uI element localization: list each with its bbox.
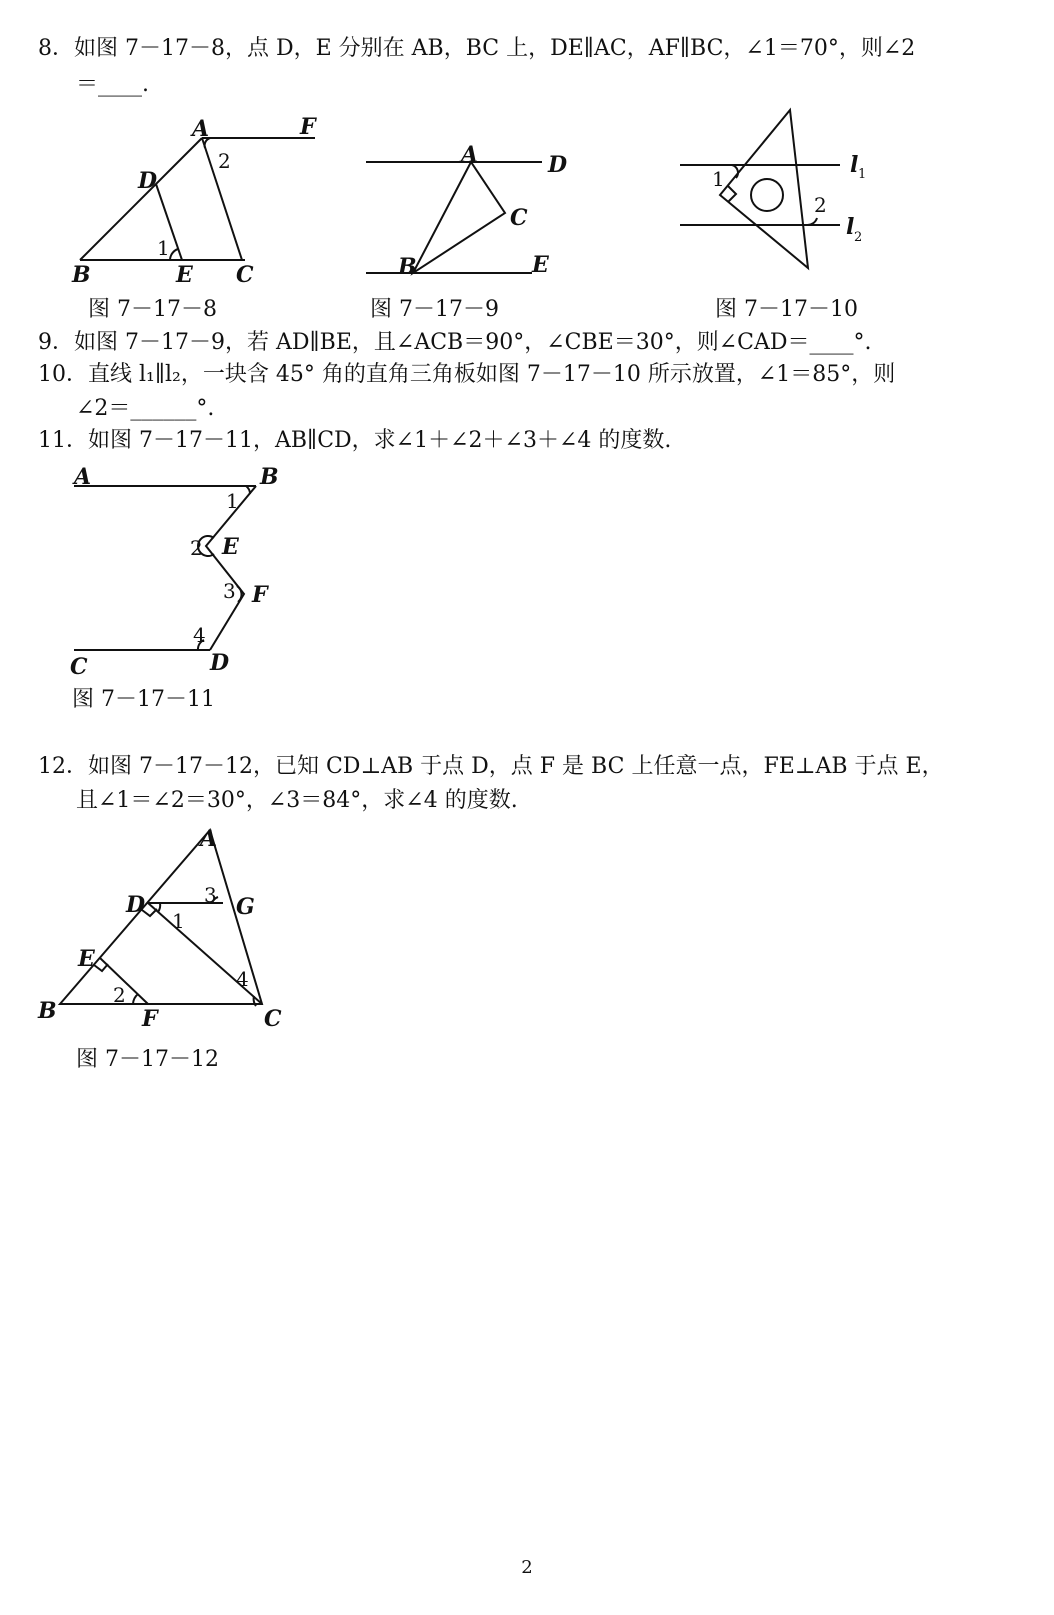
figure-7-17-8: [60, 110, 340, 290]
label-A: A: [461, 142, 479, 168]
caption-7-17-10: 图 7－17－10: [715, 297, 858, 322]
page-number: 2: [521, 1557, 533, 1578]
label-C: C: [510, 205, 528, 231]
caption-7-17-12: 图 7－17－12: [76, 1047, 219, 1072]
set-square-hole: [751, 179, 783, 211]
figure-7-17-12: [30, 820, 310, 1040]
label-angle-2: 2: [190, 536, 203, 560]
label-angle-4: 4: [236, 967, 249, 991]
label-angle-1: 1: [226, 489, 239, 513]
figure-7-17-11: [60, 460, 300, 680]
q10-line1: 10．直线 l₁∥l₂，一块含 45° 角的直角三角板如图 7－17－10 所示放置，∠1＝85°，则: [38, 362, 896, 387]
label-l2-sub: 2: [854, 230, 863, 245]
caption-7-17-9: 图 7－17－9: [370, 297, 499, 322]
label-C: C: [264, 1006, 282, 1032]
angle-1-arc: [158, 903, 160, 912]
q10-line2: ∠2＝______°.: [76, 396, 215, 421]
label-B: B: [72, 262, 91, 288]
angle-1-arc: [246, 486, 250, 494]
q8-line1: 8．如图 7－17－8，点 D，E 分别在 AB，BC 上，DE∥AC，AF∥BC，∠1＝70°，则∠2: [38, 36, 916, 61]
label-B: B: [38, 998, 57, 1024]
label-l1: l: [850, 152, 859, 178]
label-G: G: [236, 894, 255, 920]
label-D: D: [548, 152, 568, 178]
caption-7-17-8: 图 7－17－8: [88, 297, 217, 322]
label-F: F: [142, 1006, 158, 1032]
label-E: E: [532, 252, 549, 278]
q11-line1: 11．如图 7－17－11，AB∥CD，求∠1＋∠2＋∠3＋∠4 的度数.: [38, 428, 672, 453]
label-D: D: [126, 892, 146, 918]
label-angle-3: 3: [204, 883, 217, 907]
set-square: [720, 110, 808, 268]
label-C: C: [70, 654, 88, 680]
label-angle-4: 4: [193, 623, 206, 647]
label-E: E: [222, 534, 239, 560]
label-F: F: [252, 582, 268, 608]
label-E: E: [78, 946, 95, 972]
right-angle-mark: [728, 186, 736, 202]
label-E: E: [176, 262, 193, 288]
label-angle-2: 2: [218, 149, 231, 173]
q8-line2: ＝____.: [76, 72, 149, 97]
caption-7-17-11: 图 7－17－11: [72, 687, 215, 712]
figure-7-17-10: [670, 100, 910, 280]
angle-1-arc: [170, 249, 178, 260]
triangle-ABC: [413, 162, 505, 273]
segment-BA: [80, 138, 202, 260]
label-A: A: [192, 116, 210, 142]
label-angle-3: 3: [223, 579, 236, 603]
label-B: B: [260, 464, 279, 490]
figure-7-17-9: [360, 130, 580, 290]
label-C: C: [236, 262, 254, 288]
label-l1-sub: 1: [858, 167, 867, 182]
label-A: A: [200, 826, 218, 852]
label-angle-1: 1: [712, 167, 725, 191]
label-angle-1: 1: [172, 909, 185, 933]
angle-3-arc: [237, 586, 242, 602]
label-angle-2: 2: [814, 193, 827, 217]
q12-line1: 12．如图 7－17－12，已知 CD⊥AB 于点 D，点 F 是 BC 上任意一点，FE⊥AB 于点 E，: [38, 754, 944, 779]
angle-2-arc: [807, 218, 817, 225]
q12-line2: 且∠1＝∠2＝30°，∠3＝84°，求∠4 的度数.: [76, 788, 518, 813]
label-angle-1: 1: [157, 236, 170, 260]
label-angle-2: 2: [113, 983, 126, 1007]
label-B: B: [398, 254, 417, 280]
label-A: A: [74, 464, 92, 490]
right-angle-mark-E: [94, 964, 108, 971]
label-D: D: [138, 168, 158, 194]
label-l2: l: [846, 214, 855, 240]
angle-2-arc: [133, 994, 138, 1004]
q9-line1: 9．如图 7－17－9，若 AD∥BE，且∠ACB＝90°，∠CBE＝30°，则∠CAD＝____°.: [38, 330, 872, 355]
label-D: D: [210, 650, 230, 676]
label-F: F: [300, 114, 316, 140]
